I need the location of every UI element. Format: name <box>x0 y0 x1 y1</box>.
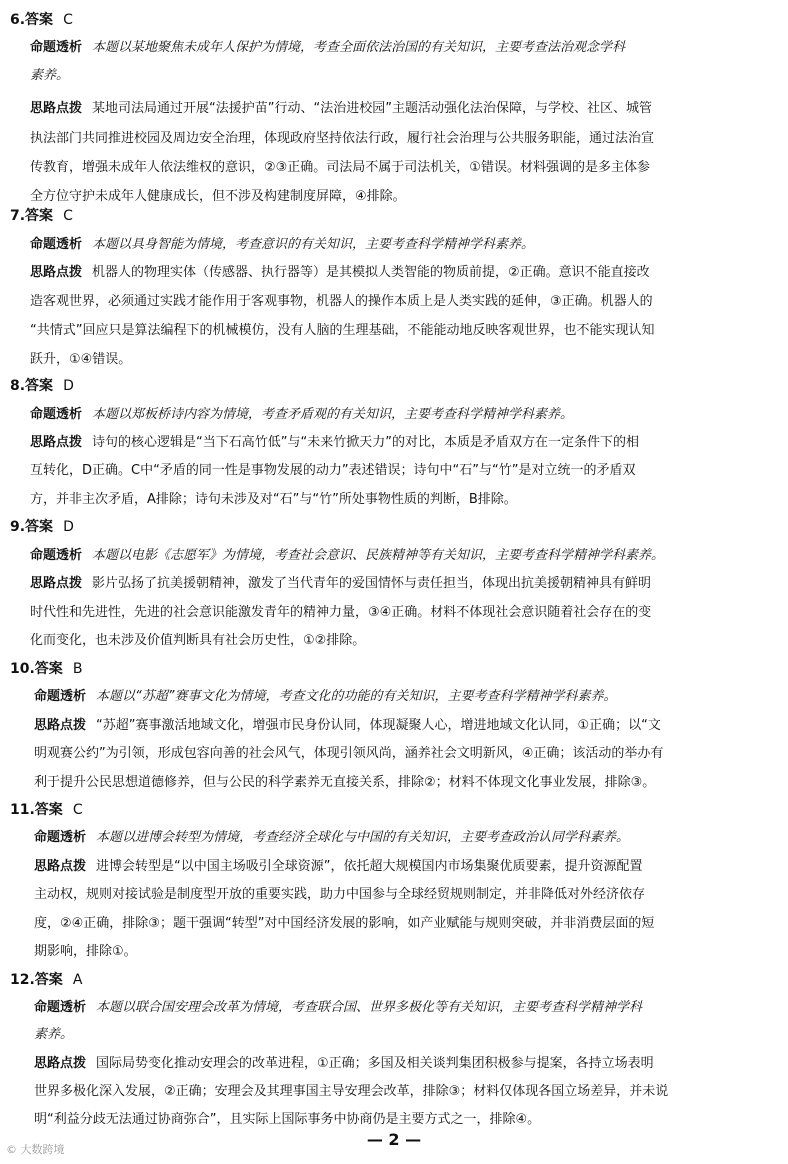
intent-text: 本题以某地聚焦未成年人保护为情境，考查全面依法治国的有关知识，主要考查法治观念学科 <box>92 40 626 55</box>
answer-letter: A <box>72 972 83 988</box>
analysis-label: 思路点拨 <box>30 576 83 591</box>
analysis-text: 执法部门共同推进校园及周边安全治理，体现政府坚持依法行政，履行社会治理与公共服务职能，通过法治宣 <box>30 131 655 146</box>
analysis-text: 互转化，D正确。C中“矛盾的同一性是事物发展的动力”表述错误；诗句中“石”与“竹”是对立统一的矛盾双 <box>30 463 636 478</box>
analysis-text: 国际局势变化推动安理会的改革进程，①正确；多国及相关谈判集团积极参与提案，各持立场表明 <box>96 1056 654 1071</box>
question-number: 6.答案 <box>10 12 54 28</box>
watermark-logo-icon: © <box>6 1143 17 1156</box>
analysis-label: 思路点拨 <box>30 435 83 450</box>
analysis-text: 利于提升公民思想道德修养，但与公民的科学素养无直接关系，排除②；材料不体现文化事业发展，排除③。 <box>34 775 656 790</box>
analysis-text: 某地司法局通过开展“法援护苗”行动、“法治进校园”主题活动强化法治保障，与学校、社区、城管 <box>92 101 652 116</box>
intent-label: 命题透析 <box>30 407 83 422</box>
watermark-text: 大数跨境 <box>20 1143 65 1156</box>
intent-label: 命题透析 <box>30 237 83 252</box>
intent-text: 本题以电影《志愿军》为情境，考查社会意识、民族精神等有关知识，主要考查科学精神学科素养。 <box>92 548 665 563</box>
question-6-header <box>10 12 73 28</box>
analysis-text: 诗句的核心逻辑是“当下石高竹低”与“未来竹掀天力”的对比，本质是矛盾双方在一定条件下的相 <box>92 435 639 450</box>
analysis-text: 明“利益分歧无法通过协商弥合”，且实际上国际事务中协商仍是主要方式之一，排除④。 <box>34 1112 541 1127</box>
question-8-header <box>10 378 74 394</box>
intent-label: 命题透析 <box>34 830 87 845</box>
analysis-label: 思路点拨 <box>34 718 87 733</box>
answer-letter: C <box>63 208 73 224</box>
analysis-text: 主动权，规则对接试验是制度型开放的重要实践，助力中国参与全球经贸规则制定，并非降低对外经济依存 <box>34 887 646 902</box>
intent-text: 本题以进博会转型为情境，考查经济全球化与中国的有关知识，主要考查政治认同学科素养。 <box>96 830 630 845</box>
analysis-label: 思路点拨 <box>30 265 83 280</box>
question-number: 9.答案 <box>10 519 54 535</box>
analysis-label: 思路点拨 <box>34 859 87 874</box>
analysis-text: 世界多极化深入发展，②正确；安理会及其理事国主导安理会改革，排除③；材料仅体现各国立场差异，并未说 <box>34 1084 669 1099</box>
question-number: 10.答案 <box>10 661 63 677</box>
analysis-text: 进博会转型是“以中国主场吸引全球资源”，依托超大规模国内市场集聚优质要素，提升资源配置 <box>96 859 643 874</box>
intent-text: 本题以具身智能为情境，考查意识的有关知识，主要考查科学精神学科素养。 <box>92 237 535 252</box>
intent-label: 命题透析 <box>34 1000 87 1015</box>
analysis-text: 跃升，①④错误。 <box>30 352 132 367</box>
analysis-text: 影片弘扬了抗美援朝精神，激发了当代青年的爱国情怀与责任担当，体现出抗美援朝精神具有鲜明 <box>92 576 652 591</box>
analysis-text: 方，并非主次矛盾，A排除；诗句未涉及对“石”与“竹”所处事物性质的判断，B排除。 <box>30 492 517 507</box>
question-9-header <box>10 519 74 535</box>
analysis-text: 机器人的物理实体（传感器、执行器等）是其模拟人类智能的物质前提，②正确。意识不能直接改 <box>92 265 650 280</box>
intent-text: 本题以联合国安理会改革为情境，考查联合国、世界多极化等有关知识，主要考查科学精神学科 <box>96 1000 643 1015</box>
answer-letter: B <box>72 661 83 677</box>
analysis-text: 全方位守护未成年人健康成长，但不涉及构建制度屏障，④排除。 <box>30 189 406 204</box>
answer-letter: C <box>63 12 73 28</box>
analysis-text: 化而变化，也未涉及价值判断具有社会历史性，①②排除。 <box>30 633 366 648</box>
analysis-text: 明观赛公约”为引领，形成包容向善的社会风气，体现引领风尚，涵养社会文明新风，④正确；该活动的举办有 <box>34 746 664 761</box>
analysis-text: 度，②④正确，排除③；题干强调“转型”对中国经济发展的影响，如产业赋能与规则突破，并非消费层面的短 <box>34 916 655 931</box>
question-number: 7.答案 <box>10 208 54 224</box>
analysis-text: 期影响，排除①。 <box>34 944 137 959</box>
analysis-text: “共情式”回应只是算法编程下的机械模仿，没有人脑的生理基础，不能能动地反映客观世界，也不能实现认知 <box>30 323 655 338</box>
intent-label: 命题透析 <box>34 689 87 704</box>
page-number: — 2 — <box>366 1130 422 1149</box>
analysis-label: 思路点拨 <box>30 101 83 116</box>
analysis-text: 时代性和先进性，先进的社会意识能激发青年的精神力量，③④正确。材料不体现社会意识随着社会存在的变 <box>30 605 652 620</box>
analysis-text: “苏超”赛事激活地域文化，增强市民身份认同，体现凝聚人心，增进地域文化认同，①正确；以“文 <box>96 718 661 733</box>
analysis-label: 思路点拨 <box>34 1056 87 1071</box>
intent-text: 素养。 <box>34 1027 74 1042</box>
analysis-text: 传教育，增强未成年人依法维权的意识，②③正确。司法局不属于司法机关，①错误。材料强调的是多主体参 <box>30 160 650 175</box>
answer-letter: D <box>63 378 74 394</box>
intent-text: 本题以郑板桥诗内容为情境，考查矛盾观的有关知识，主要考查科学精神学科素养。 <box>92 407 574 422</box>
question-number: 11.答案 <box>10 802 63 818</box>
question-11-header <box>10 802 83 818</box>
answer-letter: D <box>63 519 74 535</box>
answer-letter: C <box>72 802 83 818</box>
question-10-header <box>10 661 82 677</box>
watermark <box>6 1141 65 1157</box>
analysis-text: 造客观世界，必须通过实践才能作用于客观事物，机器人的操作本质上是人类实践的延伸，③正确。机器人的 <box>30 294 653 309</box>
intent-text: 本题以“苏超”赛事文化为情境，考查文化的功能的有关知识，主要考查科学精神学科素养。 <box>96 689 617 704</box>
intent-label: 命题透析 <box>30 40 83 55</box>
question-7-header <box>10 208 73 224</box>
intent-text: 素养。 <box>30 68 70 83</box>
question-number: 12.答案 <box>10 972 63 988</box>
question-number: 8.答案 <box>10 378 54 394</box>
intent-label: 命题透析 <box>30 548 83 563</box>
question-12-header <box>10 972 82 988</box>
